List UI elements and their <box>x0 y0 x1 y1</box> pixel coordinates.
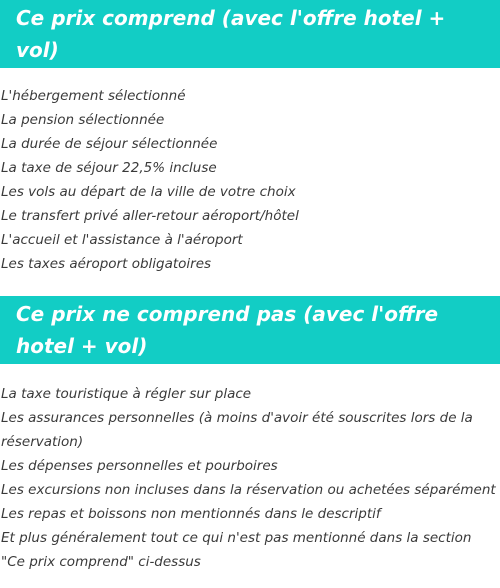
included-item: La taxe de séjour 22,5% incluse <box>1 160 217 176</box>
excluded-section <box>0 296 500 574</box>
included-item: La pension sélectionnée <box>1 112 165 128</box>
included-item: Le transfert privé aller-retour aéroport/hôtel <box>1 208 299 224</box>
excluded-item: Les dépenses personnelles et pourboires <box>1 458 278 474</box>
excluded-item: Et plus généralement tout ce qui n'est pas mentionné dans la section "Ce prix comprend" ci-dessus <box>1 530 472 570</box>
included-item: La durée de séjour sélectionnée <box>1 136 218 152</box>
excluded-item: La taxe touristique à régler sur place <box>1 386 252 402</box>
included-item: L'hébergement sélectionné <box>1 88 186 104</box>
excluded-item: Les assurances personnelles (à moins d'avoir été souscrites lors de la réservation) <box>1 410 473 450</box>
included-item: Les taxes aéroport obligatoires <box>1 256 212 272</box>
included-item: Les vols au départ de la ville de votre choix <box>1 184 296 200</box>
excluded-list <box>0 382 500 574</box>
included-section <box>0 0 500 276</box>
excluded-section-title: Ce prix ne comprend pas (avec l'offre hotel + vol) <box>0 296 500 364</box>
excluded-item: Les repas et boissons non mentionnés dans le descriptif <box>1 506 381 522</box>
excluded-item: Les excursions non incluses dans la réservation ou achetées séparément <box>1 482 496 498</box>
included-list <box>0 84 500 276</box>
included-section-title: Ce prix comprend (avec l'offre hotel + vol) <box>0 0 500 68</box>
included-item: L'accueil et l'assistance à l'aéroport <box>1 232 243 248</box>
